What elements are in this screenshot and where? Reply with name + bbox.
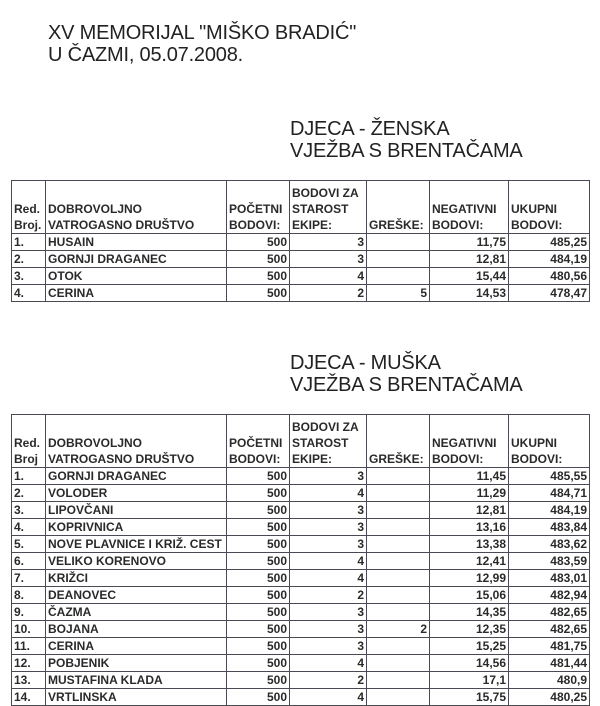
table-row (12, 251, 590, 268)
cell-errors (367, 519, 430, 536)
cell-rank: 13. (12, 672, 46, 689)
table-row (12, 621, 590, 638)
cell-errors (367, 604, 430, 621)
cell-total-points: 483,59 (509, 553, 590, 570)
cell-negative-points: 15,25 (430, 638, 509, 655)
col-header-negative-points: NEGATIVNI BODOVI: (430, 415, 509, 468)
cell-start-points: 500 (227, 570, 290, 587)
cell-start-points: 500 (227, 468, 290, 485)
cell-negative-points: 12,81 (430, 251, 509, 268)
col-header-rank: Red. Broj. (12, 181, 46, 234)
cell-total-points: 482,65 (509, 604, 590, 621)
cell-age-points: 3 (290, 251, 367, 268)
cell-start-points: 500 (227, 536, 290, 553)
cell-errors: 2 (367, 621, 430, 638)
cell-age-points: 3 (290, 234, 367, 251)
cell-age-points: 4 (290, 689, 367, 706)
col-header-start-points: POČETNI BODOVI: (227, 181, 290, 234)
cell-total-points: 483,01 (509, 570, 590, 587)
table-row (12, 234, 590, 251)
cell-total-points: 484,71 (509, 485, 590, 502)
cell-age-points: 4 (290, 570, 367, 587)
cell-errors (367, 485, 430, 502)
cell-age-points: 3 (290, 621, 367, 638)
col-header-total-points: UKUPNI BODOVI: (509, 181, 590, 234)
cell-start-points: 500 (227, 655, 290, 672)
cell-rank: 5. (12, 536, 46, 553)
document-title (48, 22, 356, 66)
cell-age-points: 4 (290, 268, 367, 285)
table-row (12, 285, 590, 302)
title-line-2: U ČAZMI, 05.07.2008. (48, 44, 243, 66)
cell-team: VELIKO KORENOVO (46, 553, 227, 570)
table-row (12, 468, 590, 485)
cell-total-points: 482,65 (509, 621, 590, 638)
cell-start-points: 500 (227, 502, 290, 519)
table-row (12, 268, 590, 285)
cell-start-points: 500 (227, 251, 290, 268)
cell-age-points: 4 (290, 485, 367, 502)
cell-errors: 5 (367, 285, 430, 302)
cell-rank: 10. (12, 621, 46, 638)
cell-total-points: 485,25 (509, 234, 590, 251)
cell-total-points: 481,44 (509, 655, 590, 672)
section-title-boys (290, 352, 523, 396)
cell-rank: 3. (12, 502, 46, 519)
cell-team: ČAZMA (46, 604, 227, 621)
cell-total-points: 483,62 (509, 536, 590, 553)
cell-rank: 2. (12, 251, 46, 268)
cell-negative-points: 15,75 (430, 689, 509, 706)
cell-age-points: 4 (290, 655, 367, 672)
cell-total-points: 478,47 (509, 285, 590, 302)
cell-errors (367, 672, 430, 689)
cell-errors (367, 268, 430, 285)
cell-total-points: 480,25 (509, 689, 590, 706)
col-header-total-points: UKUPNI BODOVI: (509, 415, 590, 468)
cell-negative-points: 12,41 (430, 553, 509, 570)
cell-start-points: 500 (227, 604, 290, 621)
cell-team: HUSAIN (46, 234, 227, 251)
section-title-line-1: DJECA - ŽENSKA (290, 118, 450, 140)
cell-team: CERINA (46, 285, 227, 302)
section-title-girls (290, 118, 523, 162)
col-header-rank: Red. Broj (12, 415, 46, 468)
results-table-boys (11, 414, 590, 706)
cell-age-points: 2 (290, 672, 367, 689)
section-title-line-2: VJEŽBA S BRENTAČAMA (290, 140, 523, 162)
cell-errors (367, 638, 430, 655)
cell-start-points: 500 (227, 553, 290, 570)
table-row (12, 485, 590, 502)
cell-rank: 3. (12, 268, 46, 285)
cell-errors (367, 468, 430, 485)
cell-rank: 4. (12, 519, 46, 536)
table-row (12, 553, 590, 570)
cell-total-points: 484,19 (509, 502, 590, 519)
col-header-age-points: BODOVI ZA STAROST EKIPE: (290, 181, 367, 234)
cell-errors (367, 587, 430, 604)
cell-rank: 1. (12, 234, 46, 251)
cell-rank: 4. (12, 285, 46, 302)
cell-team: OTOK (46, 268, 227, 285)
results-table-girls (11, 180, 590, 302)
cell-team: KOPRIVNICA (46, 519, 227, 536)
table-row (12, 655, 590, 672)
cell-rank: 14. (12, 689, 46, 706)
section-title-line-2: VJEŽBA S BRENTAČAMA (290, 374, 523, 396)
cell-age-points: 3 (290, 519, 367, 536)
cell-start-points: 500 (227, 519, 290, 536)
cell-rank: 12. (12, 655, 46, 672)
cell-age-points: 3 (290, 638, 367, 655)
cell-rank: 2. (12, 485, 46, 502)
cell-rank: 8. (12, 587, 46, 604)
cell-age-points: 4 (290, 553, 367, 570)
table-row (12, 587, 590, 604)
cell-rank: 1. (12, 468, 46, 485)
title-line-1: XV MEMORIJAL "MIŠKO BRADIĆ" (48, 22, 357, 44)
cell-rank: 9. (12, 604, 46, 621)
cell-start-points: 500 (227, 672, 290, 689)
cell-age-points: 2 (290, 587, 367, 604)
cell-errors (367, 251, 430, 268)
cell-team: LIPOVČANI (46, 502, 227, 519)
cell-total-points: 480,9 (509, 672, 590, 689)
cell-age-points: 3 (290, 502, 367, 519)
cell-errors (367, 570, 430, 587)
cell-start-points: 500 (227, 587, 290, 604)
cell-start-points: 500 (227, 234, 290, 251)
cell-negative-points: 14,53 (430, 285, 509, 302)
table-row (12, 638, 590, 655)
cell-negative-points: 12,81 (430, 502, 509, 519)
cell-age-points: 3 (290, 536, 367, 553)
cell-start-points: 500 (227, 638, 290, 655)
col-header-age-points: BODOVI ZA STAROST EKIPE: (290, 415, 367, 468)
col-header-start-points: POČETNI BODOVI: (227, 415, 290, 468)
cell-team: CERINA (46, 638, 227, 655)
table-header-row (12, 415, 590, 468)
cell-age-points: 3 (290, 468, 367, 485)
cell-team: KRIŽCI (46, 570, 227, 587)
cell-negative-points: 14,56 (430, 655, 509, 672)
cell-negative-points: 15,44 (430, 268, 509, 285)
cell-errors (367, 502, 430, 519)
col-header-negative-points: NEGATIVNI BODOVI: (430, 181, 509, 234)
cell-total-points: 484,19 (509, 251, 590, 268)
cell-age-points: 2 (290, 285, 367, 302)
cell-start-points: 500 (227, 621, 290, 638)
col-header-errors: GREŠKE: (367, 181, 430, 234)
cell-negative-points: 11,29 (430, 485, 509, 502)
cell-team: BOJANA (46, 621, 227, 638)
cell-negative-points: 15,06 (430, 587, 509, 604)
cell-team: GORNJI DRAGANEC (46, 251, 227, 268)
cell-errors (367, 234, 430, 251)
cell-team: POBJENIK (46, 655, 227, 672)
cell-rank: 7. (12, 570, 46, 587)
cell-negative-points: 14,35 (430, 604, 509, 621)
cell-total-points: 482,94 (509, 587, 590, 604)
cell-errors (367, 536, 430, 553)
table-row (12, 604, 590, 621)
cell-negative-points: 11,45 (430, 468, 509, 485)
cell-rank: 11. (12, 638, 46, 655)
cell-negative-points: 17,1 (430, 672, 509, 689)
cell-team: GORNJI DRAGANEC (46, 468, 227, 485)
col-header-team: DOBROVOLJNO VATROGASNO DRUŠTVO (46, 415, 227, 468)
cell-team: NOVE PLAVNICE I KRIŽ. CEST (46, 536, 227, 553)
cell-negative-points: 12,99 (430, 570, 509, 587)
cell-total-points: 480,56 (509, 268, 590, 285)
table-row (12, 672, 590, 689)
cell-total-points: 483,84 (509, 519, 590, 536)
cell-team: VOLODER (46, 485, 227, 502)
cell-negative-points: 13,38 (430, 536, 509, 553)
cell-team: DEANOVEC (46, 587, 227, 604)
table-header-row (12, 181, 590, 234)
cell-rank: 6. (12, 553, 46, 570)
cell-start-points: 500 (227, 689, 290, 706)
table-row (12, 536, 590, 553)
table-row (12, 502, 590, 519)
cell-team: MUSTAFINA KLADA (46, 672, 227, 689)
cell-age-points: 3 (290, 604, 367, 621)
section-title-line-1: DJECA - MUŠKA (290, 352, 441, 374)
cell-errors (367, 655, 430, 672)
cell-errors (367, 689, 430, 706)
table-row (12, 689, 590, 706)
cell-negative-points: 11,75 (430, 234, 509, 251)
cell-total-points: 481,75 (509, 638, 590, 655)
table-row (12, 570, 590, 587)
cell-start-points: 500 (227, 268, 290, 285)
cell-total-points: 485,55 (509, 468, 590, 485)
cell-errors (367, 553, 430, 570)
cell-team: VRTLINSKA (46, 689, 227, 706)
col-header-errors: GREŠKE: (367, 415, 430, 468)
cell-negative-points: 12,35 (430, 621, 509, 638)
col-header-team: DOBROVOLJNO VATROGASNO DRUŠTVO (46, 181, 227, 234)
cell-start-points: 500 (227, 285, 290, 302)
cell-start-points: 500 (227, 485, 290, 502)
table-row (12, 519, 590, 536)
cell-negative-points: 13,16 (430, 519, 509, 536)
